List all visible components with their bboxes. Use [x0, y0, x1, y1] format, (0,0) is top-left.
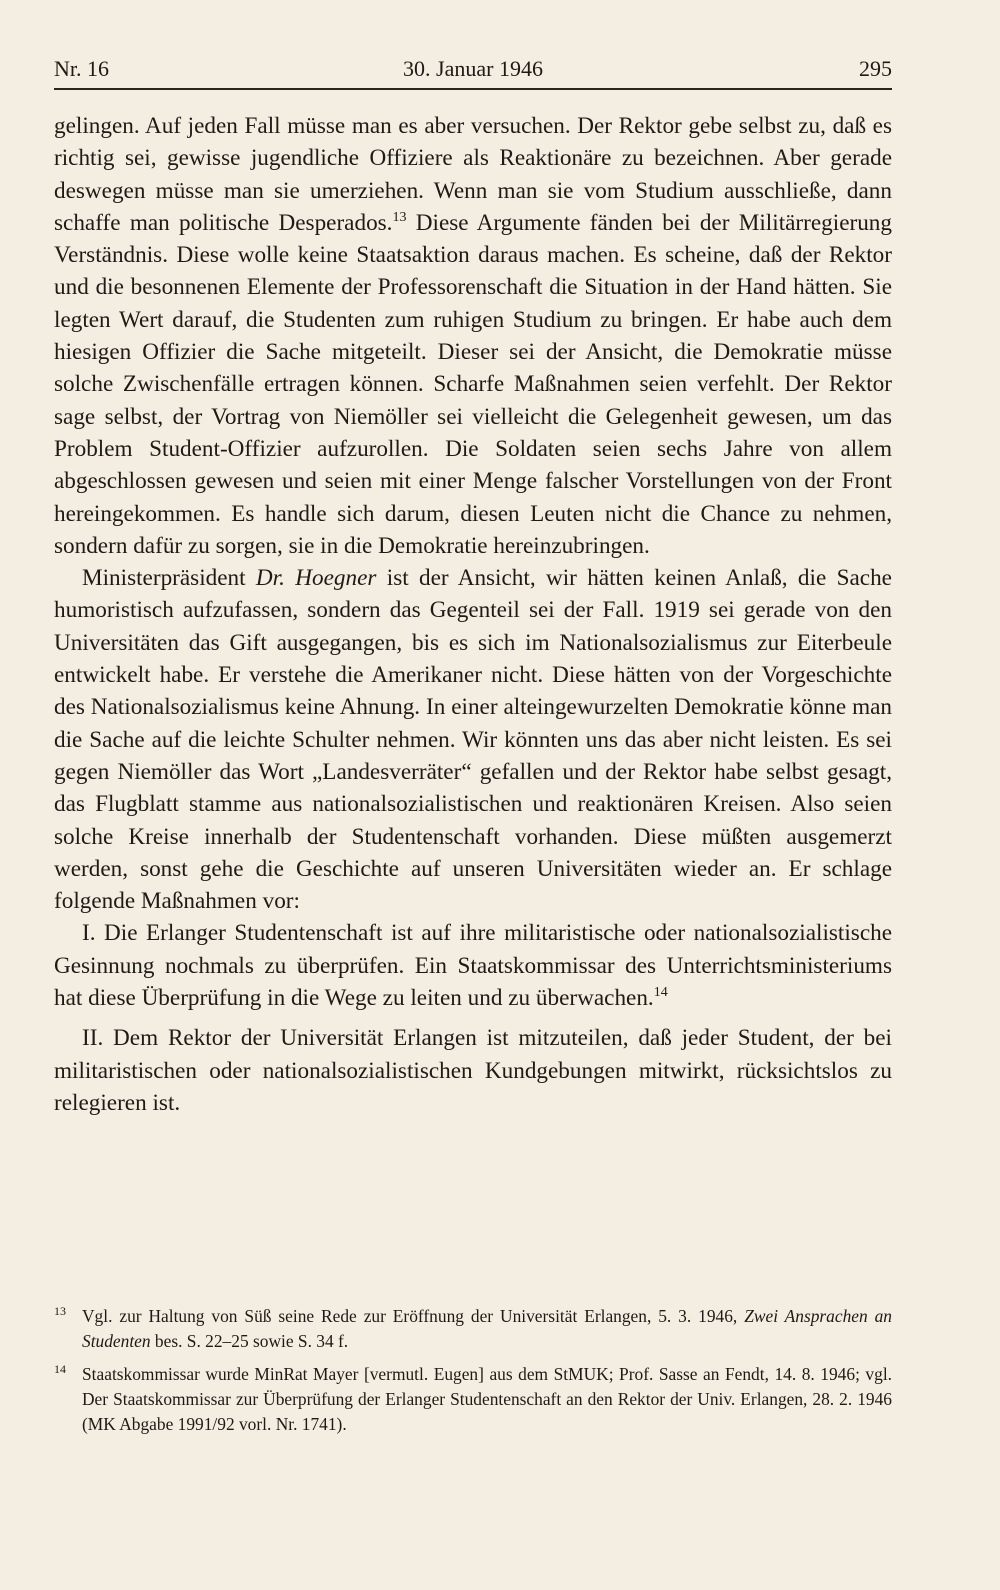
footnote-mark: 13 [54, 1304, 66, 1318]
paragraph-1 [54, 110, 892, 562]
footnote-13 [54, 1304, 892, 1354]
footnotes [54, 1304, 892, 1445]
issue-number: Nr. 16 [54, 56, 109, 81]
paragraph-1-part-b: Diese Argumente fänden bei der Militärregierung Verständnis. Diese wolle keine Staatsaktion daraus machen. Es scheine, daß der Rektor und die besonnenen Elemente der Professorenschaft die Situation in der Hand hätten. Sie legten Wert darauf, die Studenten zum ruhigen Studium zu bringen. Er habe auch dem hiesigen Offizier die Sache mitgeteilt. Dieser sei der Ansicht, die Demokratie müsse solche Zwischenfälle ertragen können. Scharfe Maßnahmen seien verfehlt. Der Rektor sage selbst, der Vortrag von Niemöller sei vielleicht die Gelegenheit gewesen, um das Problem Student-Offizier aufzurollen. Die Soldaten seien sechs Jahre von allem abgeschlossen gewesen und seien mit einer Menge falscher Vorstellungen von der Front hereingekommen. Es handle sich darum, diesen Leuten nicht die Chance zu nehmen, sondern dafür zu sorgen, sie in die Demokratie hereinzubringen. [54, 209, 892, 559]
footnote-14 [54, 1362, 892, 1437]
running-header [54, 56, 892, 90]
footnote-text: Staatskommissar wurde MinRat Mayer [vermutl. Eugen] aus dem StMUK; Prof. Sasse an Fendt, 14. 8. 1946; vgl. Der Staatskommissar zur Überprüfung der Erlanger Studentenschaft an den Rektor der Univ. Erlangen, 28. 2. 1946 (MK Abgabe 1991/92 vorl. Nr. 1741). [82, 1364, 892, 1434]
footnote-title: Zwei Ansprachen an Studenten [82, 1306, 893, 1351]
header-date: 30. Januar 1946 [403, 56, 543, 81]
measure-item-1 [54, 917, 892, 1014]
measure-item-1-text: I. Die Erlanger Studentenschaft ist auf ihre militaristische oder nationalsozialistische Gesinnung nochmals zu überprüfen. Ein Staatskommissar des Unterrichtsministeriums hat diese Überprüfung in die Wege zu leiten und zu überwachen. [54, 920, 892, 1012]
paragraph-2-part-b: ist der Ansicht, wir hätten keinen Anlaß, die Sache humoristisch aufzufassen, sondern das Gegenteil sei der Fall. 1919 sei gerade von den Universitäten das Gift ausgegangen, bis es sich im Nationalsozialismus zur Eiterbeule entwickelt habe. Er verstehe die Amerikaner nicht. Diese hätten von der Vorgeschichte des Nationalsozialismus keine Ahnung. In einer alteingewurzelten Demokratie könne man die Sache auf die leichte Schulter nehmen. Wir könnten uns das aber nicht leisten. Es sei gegen Niemöller das Wort „Landesverräter“ gefallen und der Rektor habe selbst gesagt, das Flugblatt stamme aus nationalsozialistischen und reaktionären Kreisen. Also seien solche Kreise innerhalb der Studentenschaft vorhanden. Diese müßten ausgemerzt werden, sonst gehe die Geschichte auf unseren Universitäten wieder an. Er schlage folgende Maßnahmen vor: [54, 565, 892, 915]
footnote-text-end: bes. S. 22–25 sowie S. 34 f. [150, 1331, 349, 1351]
footnote-ref-13: 13 [392, 209, 407, 225]
page-number: 295 [859, 56, 892, 81]
speaker-name: Dr. Hoegner [255, 565, 377, 592]
paragraph-2 [54, 562, 892, 917]
measure-item-2 [54, 1022, 892, 1119]
main-text [54, 110, 892, 1119]
footnote-ref-14: 14 [653, 985, 668, 1001]
footnote-mark: 14 [54, 1362, 66, 1376]
footnote-text: Vgl. zur Haltung von Süß seine Rede zur Eröffnung der Universität Erlangen, 5. 3. 1946, [82, 1306, 745, 1326]
paragraph-1-part-a: gelingen. Auf jeden Fall müsse man es aber versuchen. Der Rektor gebe selbst zu, daß es richtig sei, gewisse jugendliche Offiziere als Reaktionäre zu bezeichnen. Aber gerade deswegen müsse man sie umerziehen. Wenn man sie vom Studium ausschließe, dann schaffe man politische Desperados. [54, 113, 892, 236]
measure-item-2-text: II. Dem Rektor der Universität Erlangen ist mitzuteilen, daß jeder Student, der bei militaristischen oder nationalsozialistischen Kundgebungen mitwirkt, rücksichtslos zu relegieren ist. [54, 1025, 892, 1116]
paragraph-2-part-a: Ministerpräsident [82, 565, 256, 592]
